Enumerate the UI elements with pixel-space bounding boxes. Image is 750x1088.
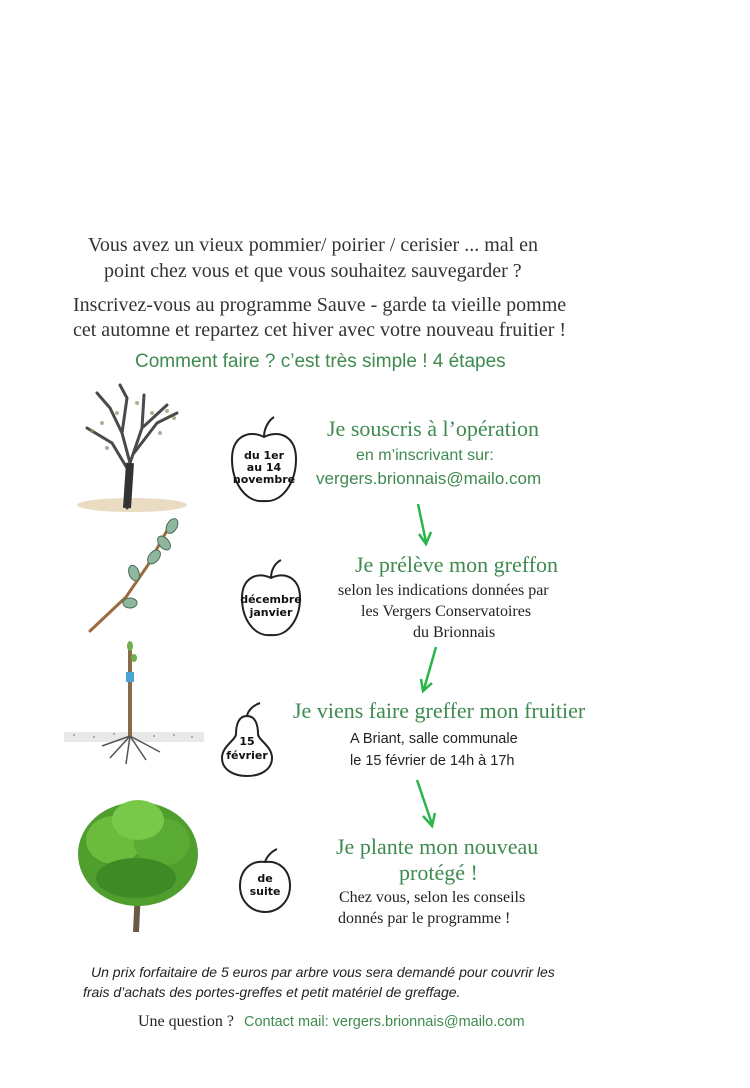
price-line1: Un prix forfaitaire de 5 euros par arbre vous sera demandé pour couvrir les [91, 964, 555, 980]
contact-email[interactable]: Contact mail: vergers.brionnais@mailo.com [243, 1014, 525, 1030]
step3-date-badge [218, 702, 276, 778]
step4-detail-line2: donnés par le programme ! [338, 910, 511, 927]
step2-badge-line2: janvier [249, 606, 293, 619]
grafted-sapling-illustration [64, 640, 204, 770]
step3-title: Je viens faire greffer mon fruitier [293, 698, 586, 723]
step3-detail-line2: le 15 février de 14h à 17h [350, 753, 515, 769]
step2-detail-line3: du Brionnais [413, 624, 496, 641]
intro-invite-line1: Inscrivez-vous au programme Sauve - garde ta vieille pomme [73, 294, 567, 316]
price-line2: frais d’achats des portes-greffes et petit matériel de greffage. [83, 984, 461, 1000]
step3-badge-line2: février [226, 749, 268, 762]
step4-badge-line1: de [257, 872, 273, 885]
step2-detail-line2: les Vergers Conservatoires [361, 603, 532, 620]
step2-date-badge [239, 558, 303, 640]
step4-title-line1: Je plante mon nouveau [336, 834, 539, 859]
step2-title: Je prélève mon greffon [355, 552, 559, 577]
step1-badge-line1: du 1er [243, 449, 285, 462]
step1-title: Je souscris à l’opération [327, 416, 539, 441]
arrow-down-icon [412, 778, 438, 830]
step1-badge-line3: novembre [232, 473, 296, 486]
step1-date-badge [228, 415, 300, 507]
step2-detail-line1: selon les indications données par [338, 582, 549, 599]
question-label: Une question ? [138, 1013, 234, 1030]
contact-line [138, 1013, 525, 1031]
step1-badge-line2: au 14 [246, 461, 282, 474]
step4-title-line2: protégé ! [399, 860, 478, 885]
step1-detail-line1: en m’inscrivant sur: [356, 447, 494, 464]
old-tree-illustration [72, 383, 194, 513]
intro-question-line2: point chez vous et que vous souhaitez sauvegarder ? [104, 260, 522, 282]
step4-badge-line2: suite [249, 885, 281, 898]
how-to-heading: Comment faire ? c’est très simple ! 4 étapes [135, 351, 506, 372]
intro-question-line1: Vous avez un vieux pommier/ poirier / cerisier ... mal en [88, 234, 539, 256]
step3-badge-line1: 15 [239, 735, 255, 748]
arrow-down-icon [412, 502, 436, 548]
step3-detail-line1: A Briant, salle communale [350, 731, 518, 747]
step4-date-badge [237, 848, 293, 914]
step2-badge-line1: décembre [240, 593, 302, 606]
intro-invite-line2: cet automne et repartez cet hiver avec votre nouveau fruitier ! [73, 319, 567, 341]
scion-branch-illustration [86, 517, 186, 633]
step1-email: vergers.brionnais@mailo.com [316, 469, 542, 488]
arrow-down-icon [418, 645, 442, 695]
step4-detail-line1: Chez vous, selon les conseils [339, 889, 526, 906]
young-tree-illustration [74, 790, 204, 935]
